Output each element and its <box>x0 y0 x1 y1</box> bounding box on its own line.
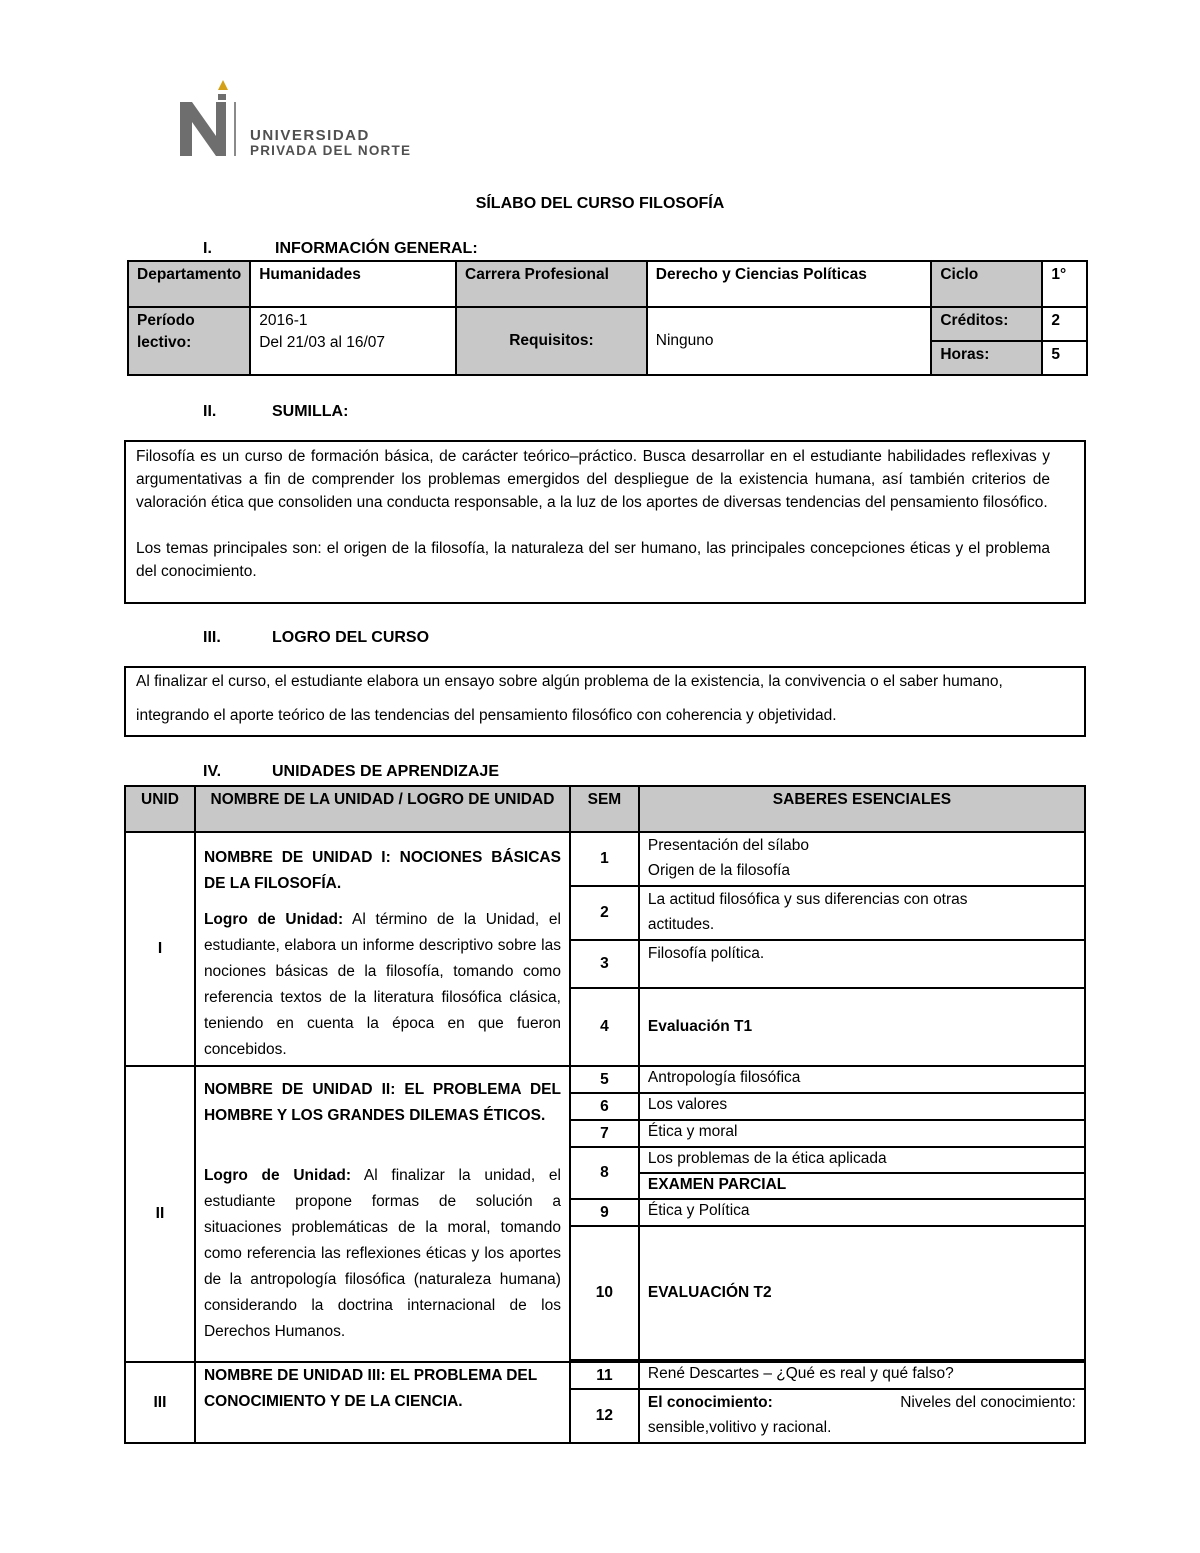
week-4-content: Evaluación T1 <box>639 988 1085 1066</box>
week-7-content: Ética y moral <box>639 1120 1085 1147</box>
week-5-number: 5 <box>570 1066 639 1093</box>
section-2-title: SUMILLA: <box>272 403 349 420</box>
section-4-number: IV. <box>203 763 222 780</box>
departamento-value: Humanidades <box>250 261 456 307</box>
week-11-number: 11 <box>570 1362 639 1389</box>
week-8-exam: EXAMEN PARCIAL <box>639 1173 1085 1199</box>
units-table <box>124 785 1086 1444</box>
unit-2-logro: Logro de Unidad: Al finalizar la unidad, el estudiante propone formas de solución a situaciones problemáticas de la moral, tomando como referencia las reflexiones éticas y los aportes de la antropología filosófica (naturaleza humana) considerando la doctrina internacional de los Derechos Humanos. <box>203 1167 561 1340</box>
week-6-number: 6 <box>570 1093 639 1120</box>
document-title: SÍLABO DEL CURSO FILOSOFÍA <box>475 195 725 212</box>
week-8-number: 8 <box>570 1147 639 1199</box>
section-2-number: II. <box>203 403 217 420</box>
week-5-content: Antropología filosófica <box>639 1066 1085 1093</box>
week-2-content: La actitud filosófica y sus diferencias con otras actitudes. <box>639 886 1085 940</box>
creditos-label: Créditos: <box>931 307 1042 341</box>
unit-2-id: II <box>125 1066 195 1362</box>
carrera-value: Derecho y Ciencias Políticas <box>647 261 932 307</box>
week-2-number: 2 <box>570 886 639 940</box>
unit-1-description <box>195 832 570 1066</box>
sumilla-box <box>124 440 1086 604</box>
university-logo-icon <box>176 80 242 158</box>
periodo-code: 2016-1 <box>259 312 308 329</box>
general-info-table <box>127 260 1088 376</box>
section-4-title: UNIDADES DE APRENDIZAJE <box>272 763 499 780</box>
horas-value: 5 <box>1042 341 1087 375</box>
week-12-number: 12 <box>570 1389 639 1443</box>
unit-1-id: I <box>125 832 195 1066</box>
logro-line-1: Al finalizar el curso, el estudiante elabora un ensayo sobre algún problema de la existencia, la convivencia o el saber humano, <box>136 673 1003 690</box>
header-unid: UNID <box>125 786 195 832</box>
header-saberes: SABERES ESENCIALES <box>639 786 1085 832</box>
header-nombre: NOMBRE DE LA UNIDAD / LOGRO DE UNIDAD <box>195 786 570 832</box>
periodo-label: Período lectivo: <box>128 307 250 375</box>
week-1-number: 1 <box>570 832 639 886</box>
week-4-number: 4 <box>570 988 639 1066</box>
carrera-label: Carrera Profesional <box>456 261 647 307</box>
section-1-title: INFORMACIÓN GENERAL: <box>275 240 478 257</box>
logo-text-line1: UNIVERSIDAD <box>250 127 370 144</box>
requisitos-value: Ninguno <box>647 307 932 375</box>
week-12-content: El conocimiento: Niveles del conocimiento: sensible,volitivo y racional. <box>639 1389 1085 1443</box>
periodo-dates: Del 21/03 al 16/07 <box>259 334 386 351</box>
unit-2-name: NOMBRE DE UNIDAD II: EL PROBLEMA DEL HOMBRE Y LOS GRANDES DILEMAS ÉTICOS. <box>203 1081 561 1124</box>
ciclo-label: Ciclo <box>931 261 1042 307</box>
week-7-number: 7 <box>570 1120 639 1147</box>
unit-1-name: NOMBRE DE UNIDAD I: NOCIONES BÁSICAS DE LA FILOSOFÍA. <box>203 849 561 892</box>
creditos-value: 2 <box>1042 307 1087 341</box>
week-10-content: EVALUACIÓN T2 <box>639 1226 1085 1360</box>
requisitos-label: Requisitos: <box>456 307 647 375</box>
week-1-content: Presentación del sílabo Origen de la filosofía <box>639 832 1085 886</box>
logo-text-line2: PRIVADA DEL NORTE <box>250 143 412 158</box>
week-9-content: Ética y Política <box>639 1199 1085 1226</box>
section-3-number: III. <box>203 629 221 646</box>
logro-box <box>124 666 1086 737</box>
unit-3-id: III <box>125 1362 195 1443</box>
header-sem: SEM <box>570 786 639 832</box>
sumilla-paragraph-2: Los temas principales son: el origen de la filosofía, la naturaleza del ser humano, las principales concepciones éticas y el problema del conocimiento. <box>136 540 1050 580</box>
week-8-content: Los problemas de la ética aplicada <box>639 1147 1085 1173</box>
section-1-number: I. <box>203 240 212 257</box>
sumilla-paragraph-1: Filosofía es un curso de formación básica, de carácter teórico–práctico. Busca desarrollar en el estudiante habilidades reflexivas y argumentativas a fin de comprender los problemas emergidos del despliegue de la existencia humana, así también criterios de valoración ética que consoliden una conducta responsable, a la luz de los aportes de diversas tendencias del pensamiento filosófico. <box>136 448 1050 511</box>
periodo-value <box>250 307 456 375</box>
horas-label: Horas: <box>931 341 1042 375</box>
unit-2-description <box>195 1066 570 1362</box>
week-10-number: 10 <box>570 1226 639 1360</box>
week-3-content: Filosofía política. <box>639 940 1085 987</box>
unit-3-name: NOMBRE DE UNIDAD III: EL PROBLEMA DEL CONOCIMIENTO Y DE LA CIENCIA. <box>195 1362 570 1443</box>
week-6-content: Los valores <box>639 1093 1085 1120</box>
unit-1-logro: Logro de Unidad: Al término de la Unidad, el estudiante, elabora un informe descriptivo sobre las nociones básicas de la filosofía, tomando como referencia textos de la literatura filosófica clásica, teniendo en cuenta la época en que fueron concebidos. <box>203 911 561 1058</box>
departamento-label: Departamento <box>128 261 250 307</box>
week-11-content: René Descartes – ¿Qué es real y qué falso? <box>639 1362 1085 1389</box>
week-3-number: 3 <box>570 940 639 987</box>
ciclo-value: 1° <box>1042 261 1087 307</box>
section-3-title: LOGRO DEL CURSO <box>272 629 430 646</box>
logro-line-2: integrando el aporte teórico de las tendencias del pensamiento filosófico con coherencia y objetividad. <box>136 707 837 724</box>
week-9-number: 9 <box>570 1199 639 1226</box>
